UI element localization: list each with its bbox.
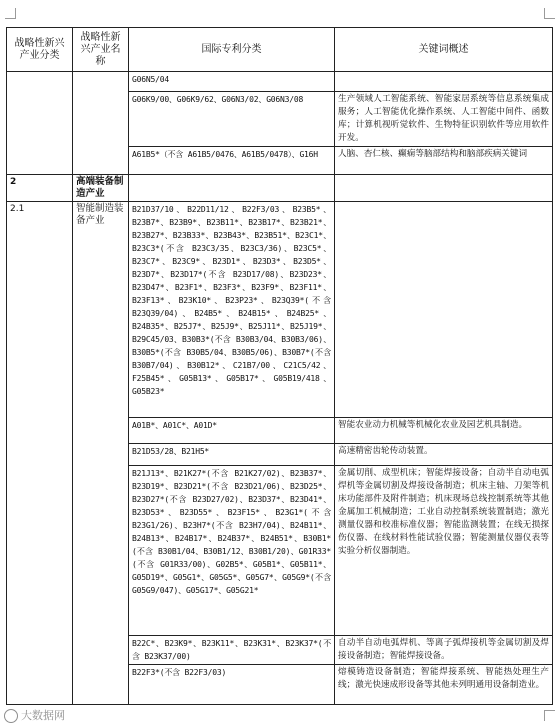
cell-keywords: 熔模铸造设备制造；智能焊接系统、智能热处理生产线；激光快速成形设备等其他未列明通用设备制造业。	[335, 665, 553, 705]
cell-code: 2.1	[7, 202, 73, 705]
cell-keywords: 生产领域人工智能系统、智能家居系统等信息系统集成服务；人工智能优化操作系统、人工智能中间件、函数库；计算机视听觉软件、生物特征识别软件等应用软件开发。	[335, 92, 553, 147]
watermark-text: 大数据网	[21, 709, 65, 722]
header-keywords: 关键词概述	[335, 28, 553, 72]
cell-keywords: 人脑、杏仁核、癫痫等脑部结构和脑部疾病关键词	[335, 147, 553, 175]
crop-mark-top-right	[544, 8, 555, 19]
table-row	[7, 72, 553, 92]
cell-ipc: B21J13*、B21K27*(不含 B21K27/02)、B23B37*、B23D19*、B23D21*(不含 B23D21/06)、B23D25*、B23D27*(不含 B23D27/02)、B23D37*、B23D41*、B23D53*、B23D55*、B23F15*、B23G1*(不含 B23G1/26)、B23H7*(不含 B23H7/04)、B24B11*、B24B13*、B24B17*、B24B37*、B24B51*、B30B1*(不含 B30B1/04、B30B1/12、B30B1/20)、G01R33*(不含 G01R33/00)、G02B5*、G05B1*、G05B11*、G05D19*、G05G1*、G05G5*、G05G7*、G05G9*(不含 G05G9/047)、G05G17*、G05G21*	[129, 466, 335, 636]
cell-name: 高端装备制造产业	[73, 175, 129, 202]
cell-keywords	[335, 175, 553, 202]
cell-keywords: 智能农业动力机械等机械化农业及园艺机具制造。	[335, 418, 553, 444]
cell-ipc: B22F3*(不含 B22F3/03)	[129, 665, 335, 705]
patent-classification-table	[6, 27, 553, 705]
cell-keywords: 金属切削、成型机床；智能焊接设备；自动半自动电弧焊机等金属切割及焊接设备制造；机床主轴、刀架等机床功能部件及附件制造；机床现场总线控制系统等其他金属加工机械制造；工业自动控制系统装置制造；激光测量仪器和校准标准仪器；智能监测装置；在线无损探伤仪器、在线材料性能试验仪器；智能测量仪器仪表等实验分析仪器制造。	[335, 466, 553, 636]
header-industry-name: 战略性新兴产业名称	[73, 28, 129, 72]
cell-ipc: A61B5*（不含 A61B5/0476、A61B5/0478）、G16H	[129, 147, 335, 175]
cell-name: 智能制造装备产业	[73, 202, 129, 705]
crop-mark-bottom-right	[544, 710, 555, 721]
cell-code: 2	[7, 175, 73, 202]
crop-mark-top-left	[5, 8, 16, 19]
header-ipc: 国际专利分类	[129, 28, 335, 72]
cell-ipc	[129, 175, 335, 202]
table-row-section	[7, 175, 553, 202]
table-row	[7, 202, 553, 418]
watermark	[4, 707, 65, 723]
cell-keywords	[335, 202, 553, 418]
header-category-code: 战略性新兴产业分类	[7, 28, 73, 72]
cell-ipc: G06K9/00、G06K9/62、G06N3/02、G06N3/08	[129, 92, 335, 147]
cell-ipc: B21D37/10、B22D11/12、B22F3/03、B23B5*、B23B7*、B23B9*、B23B11*、B23B17*、B23B21*、B23B27*、B23B33*、B23B43*、B23B51*、B23C1*、B23C3*(不含 B23C3/35、B23C3/36)、B23C5*、B23C7*、B23C9*、B23D1*、B23D3*、B23D5*、B23D7*、B23D17*(不含 B23D17/08)、B23D23*、B23D47*、B23F1*、B23F3*、B23F9*、B23F11*、B23F13*、B23K10*、B23P23*、B23Q39*(不含 B23Q39/04)、B24B5*、B24B15*、B24B25*、B24B35*、B25J7*、B25J9*、B25J11*、B25J19*、B29C45/03、B30B3*(不含 B30B3/04、B30B3/06)、B30B5*(不含 B30B5/04、B30B5/06)、B30B7*(不含 B30B7/04)、B30B12*、C21B7/00、C21C5/42、F25B45*、G05B13*、G05B17*、G05B19/418、G05B23*	[129, 202, 335, 418]
cell-ipc: A01B*、A01C*、A01D*	[129, 418, 335, 444]
cell-code	[7, 72, 73, 175]
cell-ipc: G06N5/04	[129, 72, 335, 92]
circle-logo-icon	[4, 709, 18, 723]
cell-keywords	[335, 72, 553, 92]
cell-keywords: 自动半自动电弧焊机、等离子弧焊接机等金属切割及焊接设备制造；智能焊接设备。	[335, 636, 553, 665]
table-header-row	[7, 28, 553, 72]
cell-keywords: 高速精密齿轮传动装置。	[335, 444, 553, 466]
cell-ipc: B22C*、B23K9*、B23K11*、B23K31*、B23K37*(不含 B23K37/00)	[129, 636, 335, 665]
cell-ipc: B21D53/28、B21H5*	[129, 444, 335, 466]
cell-name	[73, 72, 129, 175]
